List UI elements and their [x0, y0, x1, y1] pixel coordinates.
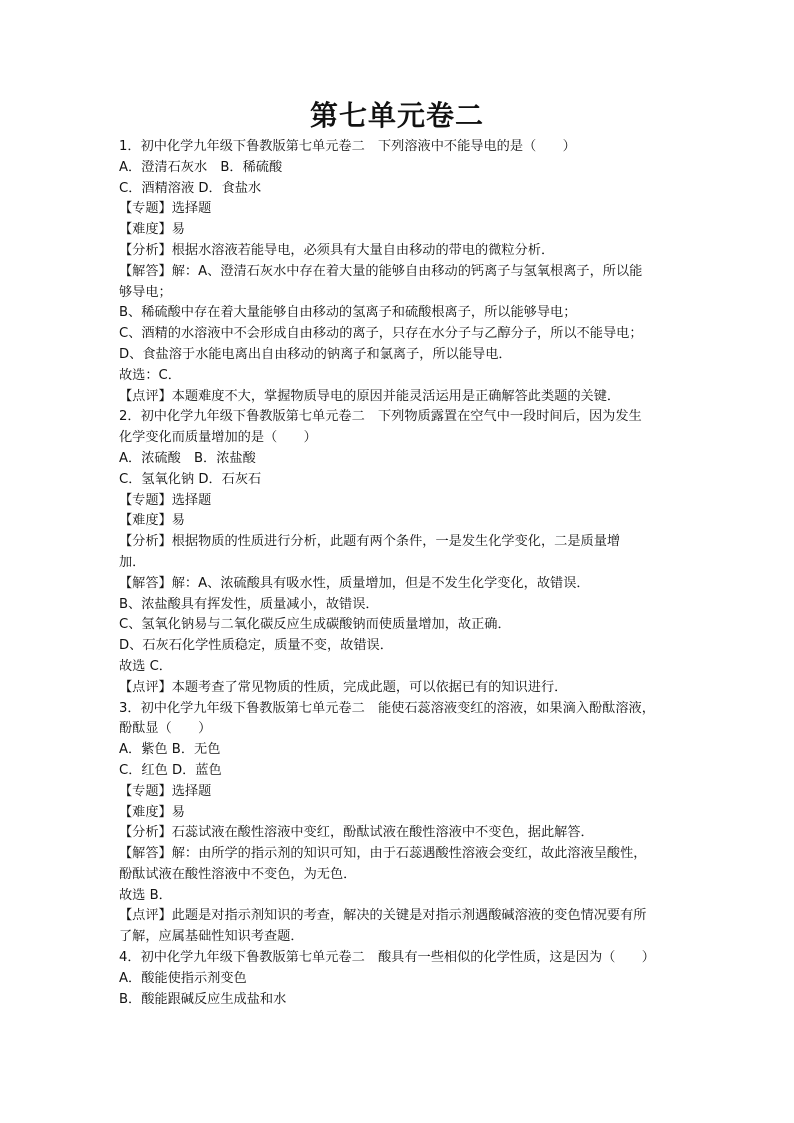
text-line: 【专题】选择题 [119, 201, 212, 217]
text-line: 3．初中化学九年级下鲁教版第七单元卷二 能使石蕊溶液变红的溶液，如果滴入酚酞溶液， [119, 700, 655, 716]
text-line: 1．初中化学九年级下鲁教版第七单元卷二 下列溶液中不能导电的是（ ） [119, 139, 576, 154]
text-line: 酚酞显（ ） [119, 721, 212, 737]
text-line: B、浓盐酸具有挥发性，质量减小，故错误． [119, 596, 379, 612]
text-line: 【解答】解：A、澄清石灰水中存在着大量的能够自由移动的钙离子与氢氧根离子，所以能 [119, 263, 643, 279]
text-line: 【解答】解：A、浓硫酸具有吸水性，质量增加，但是不发生化学变化，故错误． [119, 575, 590, 591]
text-line: 了解，应属基础性知识考查题． [119, 929, 304, 945]
text-line: D、食盐溶于水能电离出自由移动的钠离子和氯离子，所以能导电． [119, 346, 512, 362]
text-line: 【分析】根据水溶液若能导电，必须具有大量自由移动的带电的微粒分析． [119, 242, 555, 258]
text-line: C．酒精溶液 D．食盐水 [119, 180, 262, 196]
text-line: 故选 C． [119, 658, 172, 674]
text-line: 故选：C． [119, 367, 181, 383]
text-line: 故选 B． [119, 887, 172, 903]
text-line: B、稀硫酸中存在着大量能够自由移动的氢离子和硫酸根离子，所以能够导电； [119, 305, 577, 321]
text-line: C、氢氧化钠易与二氧化碳反应生成碳酸钠而使质量增加，故正确． [119, 617, 511, 633]
text-line: D、石灰石化学性质稳定，质量不变，故错误． [119, 638, 393, 654]
text-line: 【点评】此题是对指示剂知识的考查，解决的关键是对指示剂遇酸碱溶液的变色情况要有所 [119, 908, 647, 924]
text-line: 够导电； [119, 284, 172, 300]
text-line: 【分析】石蕊试液在酸性溶液中变红，酚酞试液在酸性溶液中不变色，据此解答． [119, 825, 594, 841]
text-line: C、酒精的水溶液中不会形成自由移动的离子，只存在水分子与乙醇分子，所以不能导电； [119, 326, 643, 342]
text-line: 2．初中化学九年级下鲁教版第七单元卷二 下列物质露置在空气中一段时间后，因为发生 [119, 409, 642, 425]
text-line: A．酸能使指示剂变色 [119, 970, 247, 986]
document-title: 第七单元卷二 [309, 99, 484, 132]
text-line: 【专题】选择题 [119, 492, 212, 508]
text-line: 【解答】解：由所学的指示剂的知识可知，由于石蕊遇酸性溶液会变红，故此溶液呈酸性， [119, 846, 647, 862]
text-line: A．浓硫酸 B．浓盐酸 [119, 450, 256, 466]
text-line: 【分析】根据物质的性质进行分析，此题有两个条件，一是发生化学变化，二是质量增 [119, 534, 621, 550]
text-line: 【点评】本题考查了常见物质的性质，完成此题，可以依据已有的知识进行． [119, 679, 568, 695]
text-line: 【点评】本题难度不大，掌握物质导电的原因并能灵活运用是正确解答此类题的关键． [119, 388, 621, 404]
text-line: 【难度】易 [119, 804, 185, 820]
text-line: A．紫色 B．无色 [119, 742, 221, 758]
text-line: B．酸能跟碱反应生成盐和水 [119, 991, 287, 1007]
text-line: 【专题】选择题 [119, 783, 212, 799]
text-line: 化学变化而质量增加的是（ ） [119, 430, 317, 446]
text-line: 【难度】易 [119, 222, 185, 238]
text-line: 加． [119, 554, 146, 570]
text-line: 酚酞试液在酸性溶液中不变色，为无色． [119, 866, 357, 882]
text-line: 4．初中化学九年级下鲁教版第七单元卷二 酸具有一些相似的化学性质，这是因为（ ） [119, 950, 655, 966]
text-line: A．澄清石灰水 B．稀硫酸 [119, 159, 283, 175]
text-line: C．红色 D．蓝色 [119, 762, 222, 778]
text-line: 【难度】易 [119, 513, 185, 529]
text-line: C．氢氧化钠 D．石灰石 [119, 471, 262, 487]
document-body [119, 137, 689, 1010]
